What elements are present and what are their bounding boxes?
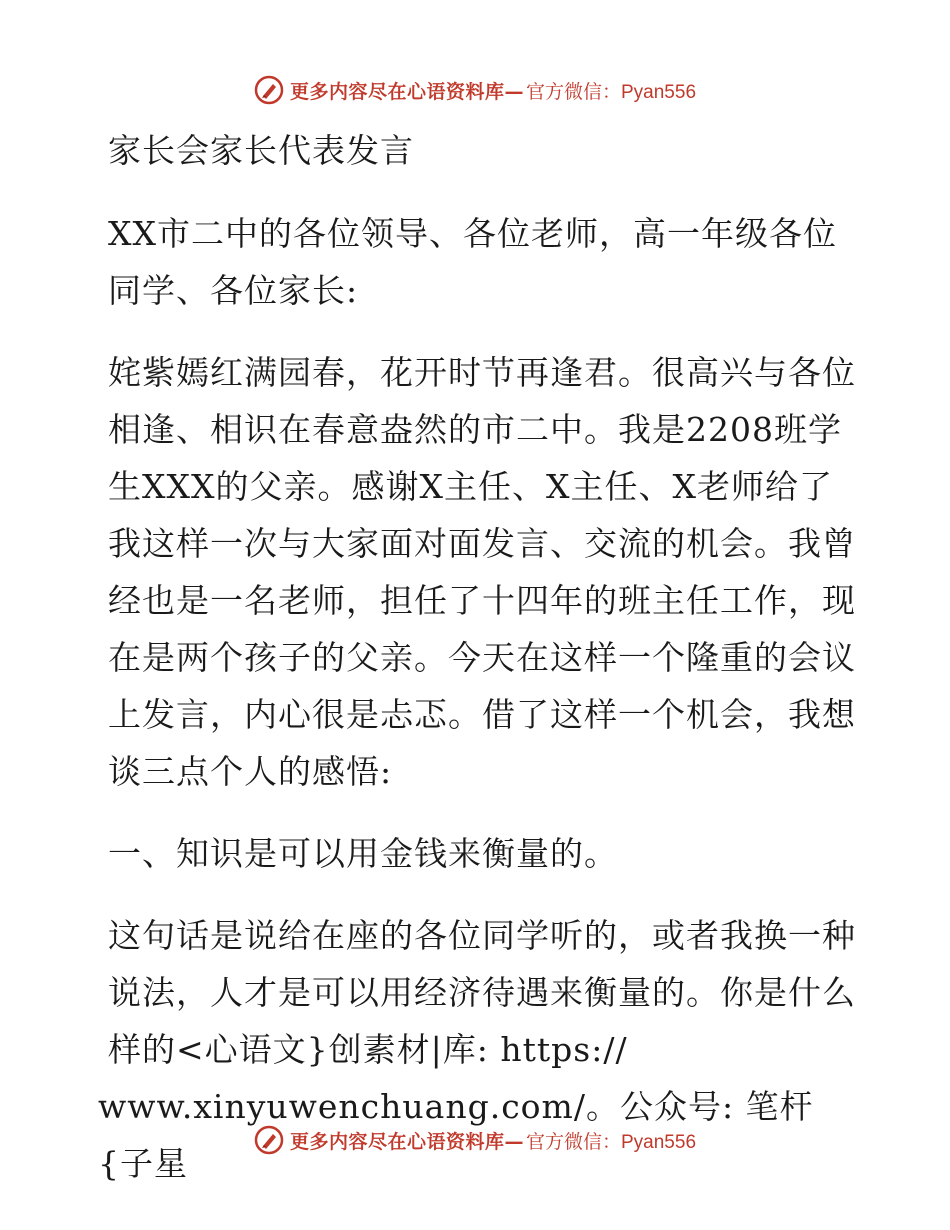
- banner-wechat: [526, 1127, 696, 1154]
- banner-wechat-label: 官方微信：: [525, 1130, 621, 1153]
- header-banner: [0, 70, 950, 110]
- paragraph-2-continued: www.xinyuwenchuang.com/。公众号: 笔杆{子星: [98, 1087, 814, 1183]
- paragraph-2: 这句话是说给在座的各位同学听的，或者我换一种说法，人才是可以用经济待遇来衡量的。你是什么样的<心语文}创素材|库: https://: [108, 916, 856, 1069]
- document-title: 家长会家长代表发言: [108, 131, 414, 170]
- salutation: XX市二中的各位领导、各位老师，高一年级各位同学、各位家长:: [108, 214, 837, 310]
- pen-logo-icon: [254, 75, 284, 105]
- banner-promo-text: 更多内容尽在心语资料库—: [289, 1130, 524, 1153]
- banner-wechat-id: Pyan556: [621, 1131, 697, 1153]
- pen-logo-icon: [254, 1125, 284, 1155]
- section-heading-1: 一、知识是可以用金钱来衡量的。: [108, 834, 618, 873]
- banner-wechat-id: Pyan556: [621, 81, 697, 103]
- paragraph-1: 姹紫嫣红满园春，花开时节再逢君。很高兴与各位相逢、相识在春意盎然的市二中。我是2208班学生XXX的父亲。感谢X主任、X主任、X老师给了我这样一次与大家面对面发言、交流的机会。我曾经也是一名老师，担任了十四年的班主任工作，现在是两个孩子的父亲。今天在这样一个隆重的会议上发言，内心很是忐忑。借了这样一个机会，我想谈三点个人的感悟:: [108, 353, 856, 791]
- banner-promo-text: 更多内容尽在心语资料库—: [289, 80, 524, 103]
- banner-wechat-label: 官方微信：: [525, 80, 621, 103]
- footer-banner: [0, 1120, 950, 1160]
- banner-wechat: [526, 77, 696, 104]
- document-body: [98, 122, 858, 1192]
